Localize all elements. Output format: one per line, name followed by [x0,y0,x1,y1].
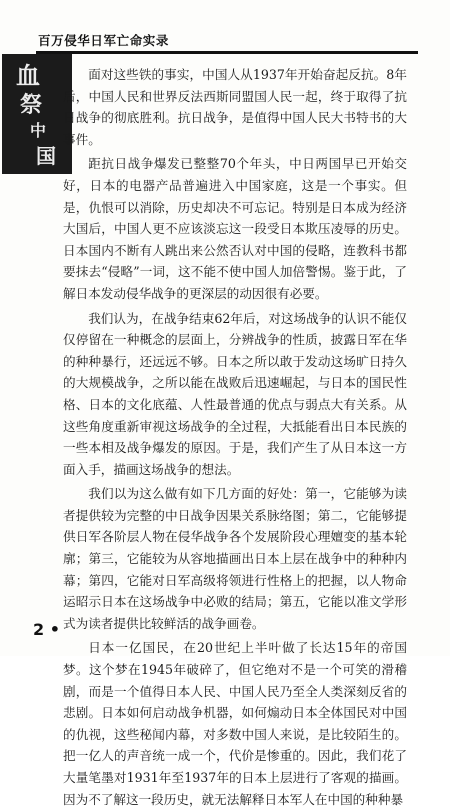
paragraph: 面对这些铁的事实，中国人从1937年开始奋起反抗。8年后，中国人民和世界反法西斯同盟国人民一起，终于取得了抗日战争的彻底胜利。抗日战争，是值得中国人民大书特书的大事件。 [63,67,407,147]
seal-char: 中 [30,121,47,140]
paragraph: 距抗日战争爆发已整整70个年头，中日两国早已开始交好，日本的电器产品普遍进入中国家庭，这是一个事实。但是，仇恨可以消除，历史却决不可忘记。特别是日本成为经济大国后，中国人更不应该淡忘这一段受日本欺压凌辱的历史。日本国内不断有人跳出来公然否认对中国的侵略，连教科书都要抹去“侵略”一词，这不能不使中国人加倍警惕。鉴于此，了解日本发动侵华战争的更深层的动因很有必要。 [63,156,407,301]
paragraph: 我们以为这么做有如下几方面的好处：第一，它能够为读者提供较为完整的中日战争因果关系脉络图；第二，它能够提供日军各阶层人物在侵华战争各个发展阶段心理嬗变的基本轮廓；第三，它能较为从容地描画出日本上层在战争中的种种内幕；第四，它能对日军高级将领进行性格上的把握，以人物命运昭示日本在这场战争中必败的结局；第五，它能以准文学形式为读者提供比较鲜活的战争画卷。 [63,486,407,631]
header-rule [36,51,418,54]
body-text [63,64,407,812]
seal-char: 血 [16,61,40,90]
paragraph: 日本一亿国民，在20世纪上半叶做了长达15年的帝国梦。这个梦在1945年破碎了，但它绝对不是一个可笑的滑稽剧，而是一个值得日本人民、中国人民乃至全人类深刻反省的悲剧。日本如何启动战争机器，如何煽动日本全体国民对中国的仇视，这些秘闻内幕，对多数中国人来说，是比较陌生的。把一亿人的声音统一成一个，代价是惨重的。因此，我们花了大量笔墨对1931年至1937年的日本上层进行了客观的描画。因为不了解这一段历史，就无法解释日本军人在中国的种种暴 [63,640,407,807]
page-number: 2 • [33,620,60,639]
seal-char: 国 [36,144,56,168]
book-seal-logo [2,54,72,174]
seal-char: 祭 [20,92,43,118]
running-header-title: 百万侵华日军亡命实录 [38,33,170,48]
paragraph: 我们认为，在战争结束62年后，对这场战争的认识不能仅仅停留在一种概念的层面上，分辨战争的性质，披露日军在华的种种暴行，还远远不够。日本之所以敢于发动这场旷日持久的大规模战争，之所以能在战败后迅速崛起，与日本的国民性格、日本的文化底蕴、人性最普通的优点与弱点大有关系。从这些角度重新审视这场战争的全过程，大抵能看出日本民族的一些本相及战争爆发的原因。于是，我们产生了从日本这一方面入手，描画这场战争的想法。 [63,310,407,477]
